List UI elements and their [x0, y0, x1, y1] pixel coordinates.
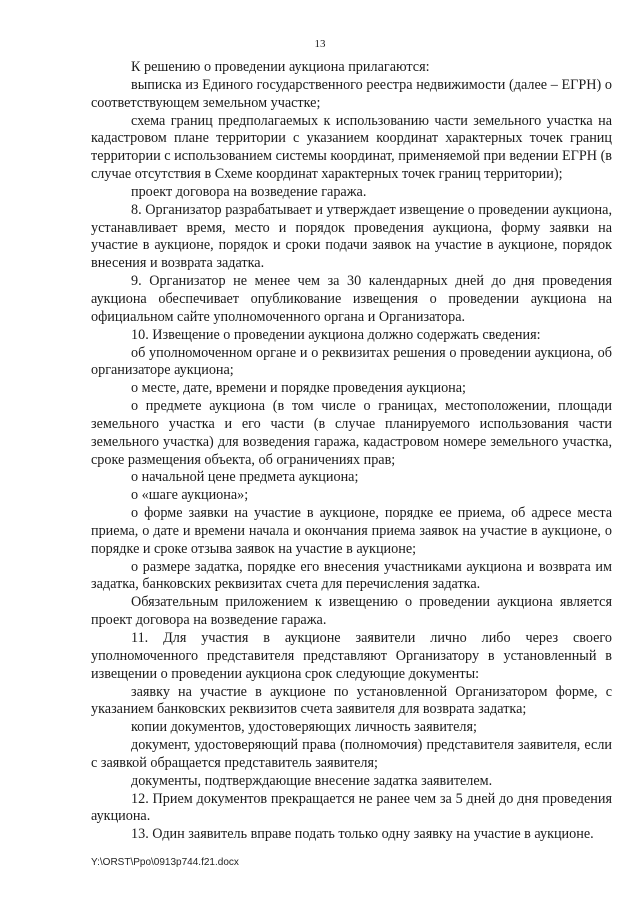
paragraph: выписка из Единого государственного реестра недвижимости (далее – ЕГРН) о соответствующем земельном участке;	[91, 76, 612, 111]
document-body	[91, 59, 612, 844]
page-number: 13	[314, 38, 326, 50]
paragraph: К решению о проведении аукциона прилагаются:	[131, 59, 430, 75]
paragraph: 10. Извещение о проведении аукциона должно содержать сведения:	[131, 326, 541, 343]
paragraph: об уполномоченном органе и о реквизитах решения о проведении аукциона, об организаторе аукциона;	[91, 344, 612, 379]
paragraph: о начальной цене предмета аукциона;	[131, 469, 359, 486]
paragraph: 12. Прием документов прекращается не ранее чем за 5 дней до дня проведения аукциона.	[91, 790, 612, 825]
footer-file-path: Y:\ORST\Ppo\0913p744.f21.docx	[91, 857, 239, 868]
paragraph: копии документов, удостоверяющих личность заявителя;	[131, 719, 477, 736]
paragraph: схема границ предполагаемых к использованию части земельного участка на кадастровом плане территории с указанием координат характерных точек границ территории с использованием системы координат, применяемой при ведении ЕГРН (в случае отсутствия в Схеме координат характерных точек границ территории);	[91, 112, 612, 183]
paragraph: заявку на участие в аукционе по установленной Организатором форме, с указанием банковских реквизитов счета заявителя для возврата задатка;	[91, 683, 612, 718]
paragraph: Обязательным приложением к извещению о проведении аукциона является проект договора на возведение гаража.	[91, 594, 612, 629]
paragraph: документы, подтверждающие внесение задатка заявителем.	[131, 772, 493, 789]
paragraph: 11. Для участия в аукционе заявители лично либо через своего уполномоченного представителя представляют Организатору в установленный в извещении о проведении аукциона срок следующие документы:	[91, 630, 612, 682]
paragraph: о месте, дате, времени и порядке проведения аукциона;	[131, 380, 466, 397]
paragraph: о размере задатка, порядке его внесения участниками аукциона и возврата им задатка, банковских реквизитах счета для перечисления задатка.	[91, 558, 612, 593]
paragraph: 13. Один заявитель вправе подать только одну заявку на участие в аукционе.	[131, 826, 594, 843]
paragraph: о «шаге аукциона»;	[131, 487, 249, 504]
paragraph: документ, удостоверяющий права (полномочия) представителя заявителя, если с заявкой обращается представитель заявителя;	[91, 737, 612, 771]
paragraph: проект договора на возведение гаража.	[131, 183, 367, 200]
paragraph: 8. Организатор разрабатывает и утверждает извещение о проведении аукциона, устанавливает время, место и порядок проведения аукциона, форму заявки на участие в аукционе, порядок и сроки подачи заявок на участие в аукционе, порядок внесения и возврата задатка.	[91, 201, 612, 272]
paragraph: 9. Организатор не менее чем за 30 календарных дней до дня проведения аукциона обеспечивает опубликование извещения о проведении аукциона на официальном сайте уполномоченного органа и Организатора.	[91, 273, 612, 325]
paragraph: о предмете аукциона (в том числе о границах, местоположении, площади земельного участка и его части (в случае планируемого использования части земельного участка) для возведения гаража, кадастровом номере земельного участка, сроке размещения объекта, об ограничениях прав;	[91, 398, 612, 468]
paragraph: о форме заявки на участие в аукционе, порядке ее приема, об адресе места приема, о дате и времени начала и окончания приема заявок на участие в аукционе, о порядке и сроке отзыва заявок на участие в аукционе;	[91, 505, 612, 557]
